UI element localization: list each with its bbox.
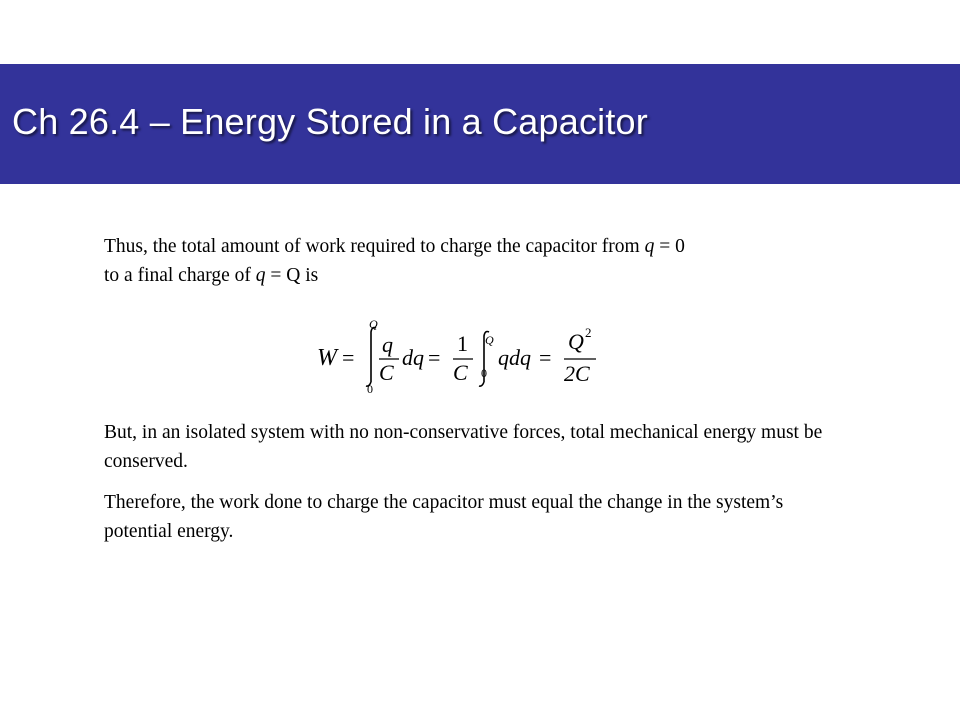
eq-frac2-den: C [453, 360, 468, 385]
eq-upper-limit-1: Q [369, 317, 378, 331]
eq-dq-1: dq [402, 345, 424, 370]
eq-qdq: qdq [498, 345, 531, 370]
eq-frac2-num: 1 [457, 331, 468, 356]
p1-text-1: Thus, the total amount of work required to charge the capacitor from [104, 236, 645, 257]
integral-sign-1 [366, 328, 376, 387]
eq-lower-limit-1: 0 [367, 382, 373, 396]
eq-frac3-den: 2C [564, 361, 590, 386]
eq-equals-3: = [539, 345, 552, 370]
eq-frac3-num: Q [568, 329, 584, 354]
eq-frac3-exponent: 2 [585, 325, 592, 340]
eq-equals-1: = [342, 345, 355, 370]
p1-text-3: to a final charge of [104, 265, 256, 286]
paragraph-energy-conserved: But, in an isolated system with no non-conservative forces, total mechanical energy must be conserved. [104, 422, 823, 472]
work-equation-svg [315, 317, 615, 396]
eq-upper-limit-2: Q [485, 333, 494, 347]
p1-text-2: = 0 [654, 236, 685, 257]
slide-title: Ch 26.4 – Energy Stored in a Capacitor [12, 101, 648, 142]
eq-w: W [317, 345, 337, 371]
eq-lower-limit-2: 0 [481, 366, 487, 380]
p1-var-q: q [644, 236, 655, 257]
paragraph-work-equals-potential: Therefore, the work done to charge the capacitor must equal the change in the system’s potential energy. [104, 492, 784, 542]
eq-equals-2: = [428, 345, 441, 370]
work-equation [315, 317, 615, 396]
eq-frac1-den: C [379, 360, 394, 385]
p1-text-4: = Q is [265, 265, 319, 286]
eq-frac1-num: q [382, 332, 393, 357]
p1-var-q2: q [255, 265, 266, 286]
paragraph-work-intro [104, 232, 844, 290]
